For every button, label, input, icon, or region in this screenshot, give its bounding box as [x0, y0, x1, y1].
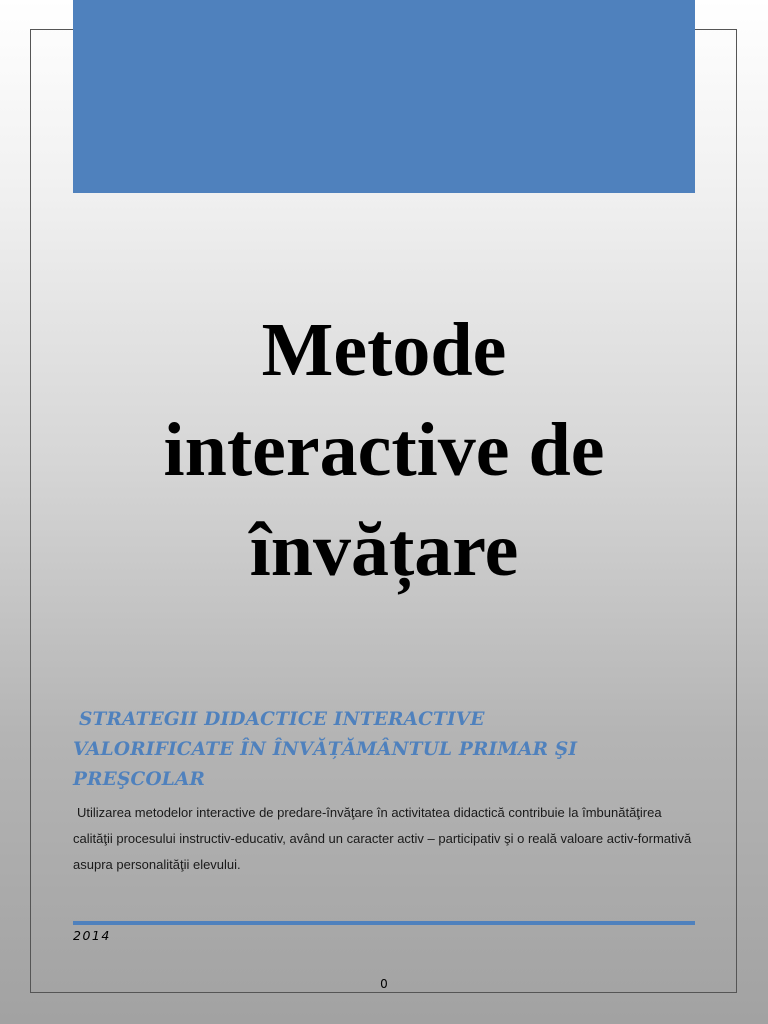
subtitle-line: PREŞCOLAR — [73, 769, 206, 790]
subtitle-line: VALORIFICATE ÎN ÎNVĂȚĂMÂNTUL PRIMAR ŞI — [73, 739, 578, 760]
title-line: învățare — [249, 508, 519, 592]
divider-rule — [73, 921, 695, 925]
document-year: 2014 — [73, 928, 111, 943]
header-color-block — [73, 0, 695, 193]
subtitle-line: STRATEGII DIDACTICE INTERACTIVE — [79, 709, 485, 730]
title-line: Metode — [261, 308, 507, 392]
document-abstract: Utilizarea metodelor interactive de predare-învăţare în activitatea didactică contribuie la îmbunătăţirea calităţii procesului instructiv-educativ, având un caracter activ – participativ şi o reală valoare activ-formativă asupra personalităţii elevului. — [73, 805, 692, 872]
document-subtitle — [73, 705, 653, 795]
page-number: 0 — [380, 977, 388, 991]
title-line: interactive de — [163, 408, 605, 492]
document-title — [73, 300, 695, 600]
